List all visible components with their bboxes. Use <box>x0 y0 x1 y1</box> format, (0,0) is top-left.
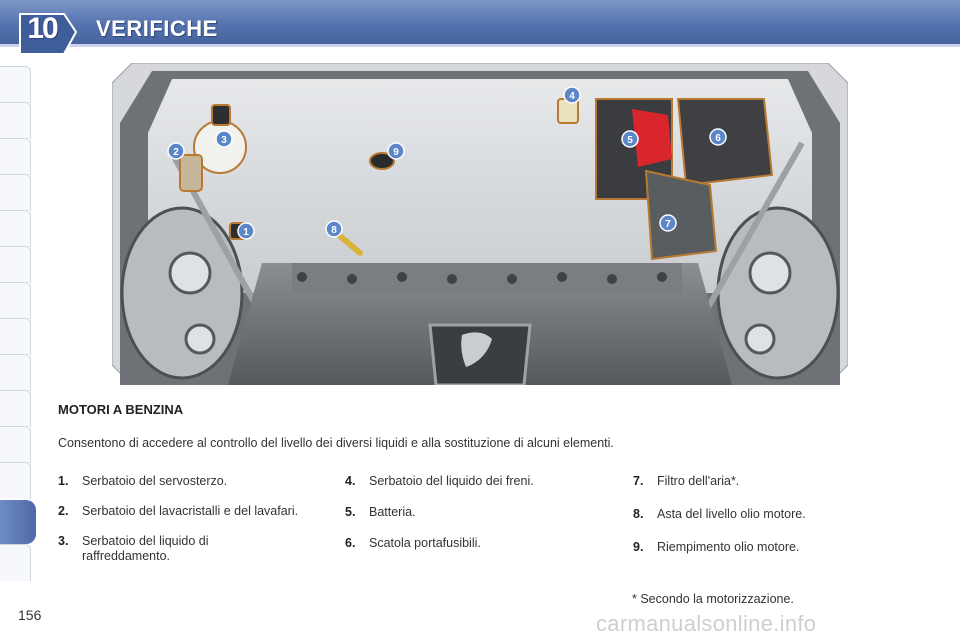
item-number: 3. <box>58 534 69 548</box>
chapter-tab[interactable] <box>0 174 31 211</box>
item-number: 6. <box>345 536 356 550</box>
item-text: Scatola portafusibili. <box>369 536 481 550</box>
item-text: Serbatoio del liquido di raffreddamento. <box>82 534 209 563</box>
intro-text: Consentono di accedere al controllo del livello dei diversi liquidi e alla sostituzione di alcuni elementi. <box>58 436 614 450</box>
callout-2-label: 2 <box>173 147 179 158</box>
chapter-tab[interactable] <box>0 426 31 463</box>
chapter-tab[interactable] <box>0 210 31 247</box>
list-item <box>58 474 318 489</box>
engine-illustration <box>112 63 848 385</box>
item-text: Serbatoio del servosterzo. <box>82 474 228 488</box>
list-item <box>345 505 605 520</box>
callout-8-label: 8 <box>331 225 337 236</box>
callout-9-badge <box>388 143 404 159</box>
item-number: 5. <box>345 505 356 519</box>
chapter-tabs <box>0 66 34 576</box>
item-text: Serbatoio del liquido dei freni. <box>369 474 534 488</box>
item-number: 1. <box>58 474 69 488</box>
callout-5-badge <box>622 131 638 147</box>
item-text: Serbatoio del lavacristalli e del lavafari. <box>82 504 299 518</box>
item-text: Riempimento olio motore. <box>657 540 800 554</box>
item-text: Asta del livello olio motore. <box>657 507 806 521</box>
callout-4-badge <box>564 87 580 103</box>
list-column-1 <box>58 474 318 564</box>
callout-3-badge <box>216 131 232 147</box>
footnote: * Secondo la motorizzazione. <box>632 592 794 606</box>
watermark: carmanualsonline.info <box>596 611 817 636</box>
item-number: 4. <box>345 474 356 488</box>
chapter-tab[interactable] <box>0 246 31 283</box>
callout-1-label: 1 <box>243 227 249 238</box>
callout-1-badge <box>238 223 254 239</box>
list-column-2 <box>345 474 605 551</box>
list-column-3 <box>633 474 893 555</box>
item-number: 7. <box>633 474 644 488</box>
callout-8-badge <box>326 221 342 237</box>
section-heading: MOTORI A BENZINA <box>58 402 184 417</box>
item-number: 2. <box>58 504 69 518</box>
callout-7-badge <box>660 215 676 231</box>
chapter-tab[interactable] <box>0 318 31 355</box>
callout-5-label: 5 <box>627 135 633 146</box>
section-title: VERIFICHE <box>96 16 218 41</box>
callout-9-label: 9 <box>393 147 399 158</box>
chapter-tab[interactable] <box>0 138 31 175</box>
callout-6-label: 6 <box>715 133 721 144</box>
chapter-tab[interactable] <box>0 544 31 581</box>
list-item <box>58 504 302 519</box>
chapter-tab[interactable] <box>0 390 31 427</box>
item-text: Filtro dell'aria*. <box>657 474 740 488</box>
chapter-tab[interactable] <box>0 282 31 319</box>
list-item <box>345 474 605 489</box>
callout-7-label: 7 <box>665 219 671 230</box>
list-item <box>58 534 262 564</box>
chapter-tab-active[interactable] <box>0 500 36 544</box>
chapter-tab[interactable] <box>0 102 31 139</box>
list-item <box>345 536 605 551</box>
chapter-tab[interactable] <box>0 354 31 391</box>
chapter-tab[interactable] <box>0 66 31 103</box>
list-item <box>633 474 893 489</box>
list-item <box>633 540 893 555</box>
callout-3-label: 3 <box>221 135 227 146</box>
chapter-tab[interactable] <box>0 462 31 499</box>
list-item <box>633 507 893 522</box>
callout-2-badge <box>168 143 184 159</box>
item-number: 9. <box>633 540 644 554</box>
chapter-number: 10 <box>27 12 57 45</box>
page-number: 156 <box>18 607 42 623</box>
item-text: Batteria. <box>369 505 416 519</box>
callout-4-label: 4 <box>569 91 575 102</box>
header-divider <box>0 44 960 47</box>
item-number: 8. <box>633 507 644 521</box>
callout-6-badge <box>710 129 726 145</box>
